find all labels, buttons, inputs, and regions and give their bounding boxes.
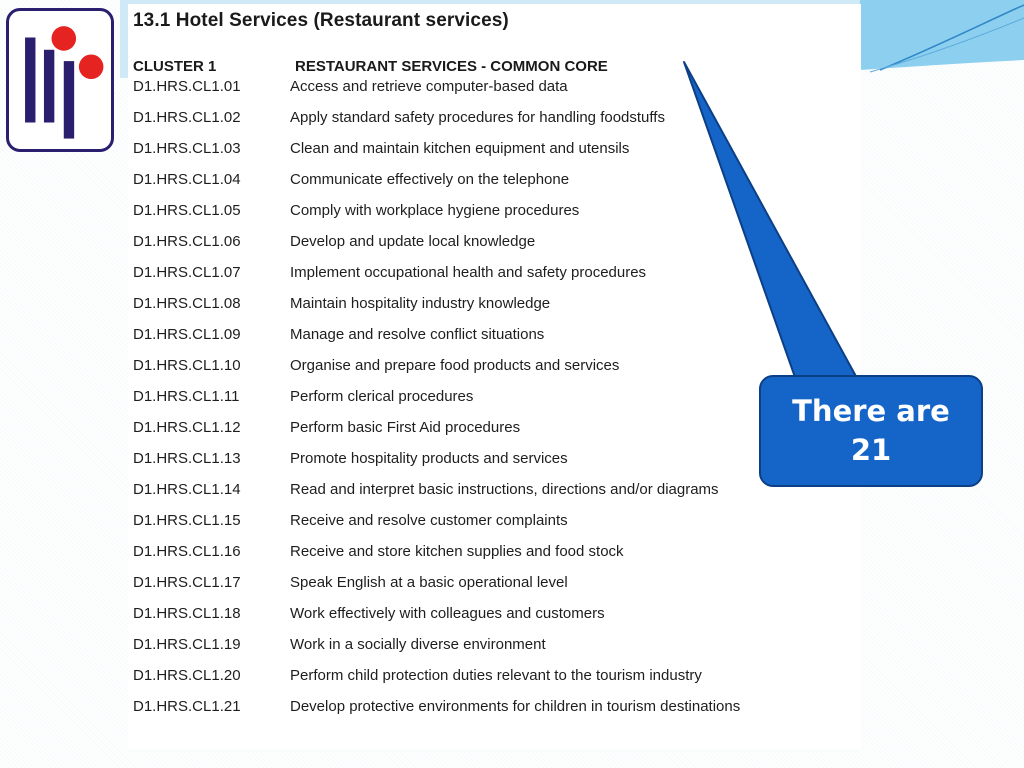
unit-code: D1.HRS.CL1.21: [133, 698, 241, 715]
unit-code: D1.HRS.CL1.05: [133, 202, 241, 219]
cluster-title: RESTAURANT SERVICES - COMMON CORE: [295, 58, 608, 75]
list-item: [128, 446, 861, 477]
unit-code: D1.HRS.CL1.01: [133, 78, 241, 95]
list-item: [128, 663, 861, 694]
unit-code: D1.HRS.CL1.17: [133, 574, 241, 591]
callout-bubble: [759, 375, 983, 487]
unit-code: D1.HRS.CL1.10: [133, 357, 241, 374]
unit-description: Work effectively with colleagues and customers: [290, 605, 605, 622]
unit-description: Implement occupational health and safety procedures: [290, 264, 647, 281]
list-item: [128, 198, 861, 229]
list-item: [128, 74, 861, 105]
unit-code: D1.HRS.CL1.14: [133, 481, 241, 498]
unit-code: D1.HRS.CL1.06: [133, 233, 241, 250]
unit-code: D1.HRS.CL1.19: [133, 636, 241, 653]
unit-list: [128, 74, 861, 725]
unit-description: Apply standard safety procedures for handling foodstuffs: [290, 109, 665, 126]
institution-logo-icon: [6, 8, 114, 152]
list-item: [128, 477, 861, 508]
unit-description: Maintain hospitality industry knowledge: [290, 295, 551, 312]
unit-description: Organise and prepare food products and services: [290, 357, 620, 374]
list-item: [128, 694, 861, 725]
unit-code: D1.HRS.CL1.04: [133, 171, 241, 188]
unit-description: Access and retrieve computer-based data: [290, 78, 568, 95]
list-item: [128, 353, 861, 384]
unit-code: D1.HRS.CL1.11: [133, 388, 240, 405]
list-item: [128, 601, 861, 632]
list-item: [128, 570, 861, 601]
list-item: [128, 260, 861, 291]
unit-code: D1.HRS.CL1.07: [133, 264, 241, 281]
section-title: 13.1 Hotel Services (Restaurant services): [133, 10, 509, 31]
list-item: [128, 167, 861, 198]
callout-text: There are 21: [792, 393, 950, 467]
unit-description: Communicate effectively on the telephone: [290, 171, 570, 188]
list-item: [128, 384, 861, 415]
unit-description: Work in a socially diverse environment: [290, 636, 546, 653]
unit-code: D1.HRS.CL1.13: [133, 450, 241, 467]
unit-description: Manage and resolve conflict situations: [290, 326, 545, 343]
list-item: [128, 322, 861, 353]
unit-code: D1.HRS.CL1.09: [133, 326, 241, 343]
unit-description: Clean and maintain kitchen equipment and utensils: [290, 140, 630, 157]
unit-code: D1.HRS.CL1.12: [133, 419, 241, 436]
unit-description: Read and interpret basic instructions, directions and/or diagrams: [290, 481, 719, 498]
unit-description: Receive and resolve customer complaints: [290, 512, 568, 529]
list-item: [128, 105, 861, 136]
list-item: [128, 508, 861, 539]
unit-description: Develop protective environments for children in tourism destinations: [290, 698, 741, 715]
list-item: [128, 539, 861, 570]
unit-description: Develop and update local knowledge: [290, 233, 536, 250]
unit-code: D1.HRS.CL1.08: [133, 295, 241, 312]
unit-description: Promote hospitality products and services: [290, 450, 568, 467]
unit-code: D1.HRS.CL1.03: [133, 140, 241, 157]
unit-code: D1.HRS.CL1.02: [133, 109, 241, 126]
unit-description: Comply with workplace hygiene procedures: [290, 202, 580, 219]
unit-code: D1.HRS.CL1.20: [133, 667, 241, 684]
list-item: [128, 136, 861, 167]
list-item: [128, 229, 861, 260]
unit-description: Speak English at a basic operational level: [290, 574, 568, 591]
cluster-label: CLUSTER 1: [133, 58, 217, 75]
list-item: [128, 415, 861, 446]
list-item: [128, 291, 861, 322]
unit-code: D1.HRS.CL1.16: [133, 543, 241, 560]
unit-description: Receive and store kitchen supplies and food stock: [290, 543, 624, 560]
unit-description: Perform basic First Aid procedures: [290, 419, 521, 436]
unit-description: Perform clerical procedures: [290, 388, 474, 405]
unit-description: Perform child protection duties relevant to the tourism industry: [290, 667, 702, 684]
list-item: [128, 632, 861, 663]
unit-code: D1.HRS.CL1.18: [133, 605, 241, 622]
unit-code: D1.HRS.CL1.15: [133, 512, 241, 529]
document-page: [128, 4, 861, 749]
